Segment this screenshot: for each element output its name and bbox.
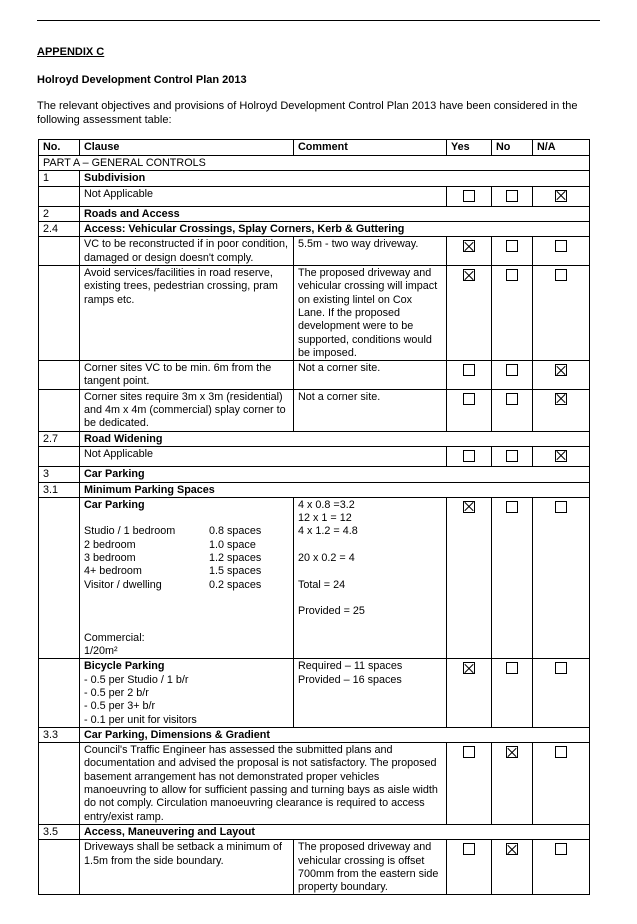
table-row (39, 389, 590, 431)
parking-rate-row (84, 552, 289, 565)
yes-cell (447, 237, 492, 266)
section-number: 3.1 (39, 482, 80, 497)
checkbox[interactable] (463, 190, 475, 202)
clause-text: Driveways shall be setback a minimum of 1.5m from the side boundary. (80, 840, 294, 895)
section-title: Roads and Access (80, 206, 590, 221)
section-row (39, 206, 590, 221)
no-cell (492, 389, 533, 431)
parking-rate-row (84, 525, 289, 538)
clause-text: Corner sites require 3m x 3m (residential) and 4m x 4m (commercial) splay corner to be dedicated. (80, 389, 294, 431)
section-title: Access: Vehicular Crossings, Splay Corners, Kerb & Guttering (80, 222, 590, 237)
parking-rate-row (84, 579, 289, 592)
header-no-col: No (492, 140, 533, 156)
section-title: Access, Maneuvering and Layout (80, 824, 590, 839)
section-number: 2.7 (39, 431, 80, 446)
section-row (39, 482, 590, 497)
yes-cell (447, 266, 492, 361)
intro-paragraph: The relevant objectives and provisions of Holroyd Development Control Plan 2013 have been considered in the following assessment table: (37, 100, 578, 126)
dwelling-type: Studio / 1 bedroom (84, 525, 176, 538)
dwelling-type: Visitor / dwelling (84, 578, 162, 591)
section-number: 3.5 (39, 824, 80, 839)
no-cell (492, 840, 533, 895)
yes-cell (447, 840, 492, 895)
empty-cell (39, 266, 80, 361)
empty-cell (39, 840, 80, 895)
checkbox[interactable] (506, 269, 518, 281)
na-cell (533, 361, 590, 390)
parking-rate: 0.2 spaces (209, 578, 262, 591)
section-title: Car Parking, Dimensions & Gradient (80, 727, 590, 742)
clause-text: Not Applicable (80, 446, 447, 466)
bicycle-parking-title: Bicycle Parking (84, 660, 165, 673)
checkbox[interactable] (506, 393, 518, 405)
provided-line: Provided – 16 spaces (298, 673, 402, 686)
car-parking-comment (294, 497, 447, 659)
parking-rate: 0.8 spaces (209, 525, 262, 538)
no-cell (492, 237, 533, 266)
provided-line: Provided = 25 (298, 605, 365, 618)
table-row (39, 361, 590, 390)
total-line: Total = 24 (298, 578, 346, 591)
checkbox[interactable] (555, 269, 567, 281)
no-cell (492, 361, 533, 390)
dwelling-type: 4+ bedroom (84, 565, 142, 578)
checked-checkbox[interactable] (463, 662, 475, 674)
checkbox[interactable] (463, 364, 475, 376)
checked-checkbox[interactable] (555, 393, 567, 405)
na-cell (533, 659, 590, 727)
header-yes: Yes (447, 140, 492, 156)
bicycle-parking-clause (80, 659, 294, 727)
yes-cell (447, 497, 492, 659)
na-cell (533, 266, 590, 361)
comment-text: Not a corner site. (294, 389, 447, 431)
checkbox[interactable] (555, 843, 567, 855)
part-a-title: PART A – GENERAL CONTROLS (39, 156, 590, 171)
parking-rate-row (84, 539, 289, 552)
comment-text: 5.5m - two way driveway. (294, 237, 447, 266)
no-cell (492, 186, 533, 206)
checked-checkbox[interactable] (463, 240, 475, 252)
checkbox[interactable] (506, 364, 518, 376)
bicycle-parking-comment (294, 659, 447, 727)
parking-rate: 1.0 space (209, 538, 256, 551)
spacer (298, 539, 442, 552)
clause-text: Corner sites VC to be min. 6m from the tangent point. (80, 361, 294, 390)
no-cell (492, 266, 533, 361)
table-row (39, 840, 590, 895)
section-row (39, 727, 590, 742)
table-row (39, 743, 590, 825)
header-na: N/A (533, 140, 590, 156)
assessment-table (38, 139, 590, 895)
header-clause: Clause (80, 140, 294, 156)
spacer (84, 512, 289, 525)
clause-text: VC to be reconstructed if in poor condition, damaged or design doesn't comply. (80, 237, 294, 266)
table-row (39, 266, 590, 361)
spacer (298, 565, 442, 578)
checkbox[interactable] (463, 393, 475, 405)
section-number: 1 (39, 171, 80, 186)
bicycle-rate: - 0.1 per unit for visitors (84, 713, 197, 726)
bicycle-rate: - 0.5 per Studio / 1 b/r (84, 673, 189, 686)
yes-cell (447, 361, 492, 390)
yes-cell (447, 389, 492, 431)
empty-cell (39, 659, 80, 727)
yes-cell (447, 659, 492, 727)
section-number: 2.4 (39, 222, 80, 237)
checked-checkbox[interactable] (506, 843, 518, 855)
checked-checkbox[interactable] (463, 269, 475, 281)
appendix-heading: APPENDIX C (37, 46, 105, 58)
parking-rate: 1.5 spaces (209, 565, 262, 578)
checkbox[interactable] (463, 746, 475, 758)
checked-checkbox[interactable] (555, 450, 567, 462)
comment-text: Not a corner site. (294, 361, 447, 390)
section-number: 2 (39, 206, 80, 221)
clause-text: Not Applicable (80, 186, 447, 206)
comment-text: The proposed driveway and vehicular crossing is offset 700mm from the eastern side property boundary. (294, 840, 447, 895)
spacer (84, 605, 289, 618)
empty-cell (39, 186, 80, 206)
na-cell (533, 186, 590, 206)
checkbox[interactable] (506, 662, 518, 674)
checkbox[interactable] (555, 240, 567, 252)
no-cell (492, 743, 533, 825)
car-parking-clause (80, 497, 294, 659)
table-row (39, 237, 590, 266)
no-cell (492, 659, 533, 727)
plan-title: Holroyd Development Control Plan 2013 (37, 74, 247, 86)
commercial-rate: 1/20m² (84, 645, 118, 658)
table-row (39, 497, 590, 659)
clause-text: Avoid services/facilities in road reserve, existing trees, pedestrian crossing, pram ramps etc. (80, 266, 294, 361)
table-row (39, 186, 590, 206)
header-comment: Comment (294, 140, 447, 156)
na-cell (533, 389, 590, 431)
part-row (39, 156, 590, 171)
na-cell (533, 497, 590, 659)
table-row (39, 659, 590, 727)
required-line: Required – 11 spaces (298, 660, 403, 673)
top-rule (37, 20, 600, 21)
checkbox[interactable] (506, 450, 518, 462)
dwelling-type: 2 bedroom (84, 538, 136, 551)
yes-cell (447, 743, 492, 825)
empty-cell (39, 446, 80, 466)
commercial-label: Commercial: (84, 631, 145, 644)
section-row (39, 222, 590, 237)
checkbox[interactable] (555, 746, 567, 758)
header-no: No. (39, 140, 80, 156)
section-number: 3.3 (39, 727, 80, 742)
spacer (298, 592, 442, 605)
table-row (39, 446, 590, 466)
empty-cell (39, 497, 80, 659)
calc-line: 4 x 1.2 = 4.8 (298, 525, 358, 538)
checkbox[interactable] (555, 501, 567, 513)
assessment-text: Council's Traffic Engineer has assessed the submitted plans and documentation and advised the proposal is not satisfactory. The proposed basement arrangement has not demonstrated proper vehicles manoeuvring to allow for sufficient passing and turning bays as aisle width do not comply. Circulation manoeuvring clearance is required to access entry/exist ramp. (80, 743, 447, 825)
bicycle-rate: - 0.5 per 2 b/r (84, 686, 149, 699)
section-title: Subdivision (80, 171, 590, 186)
no-cell (492, 497, 533, 659)
na-cell (533, 743, 590, 825)
checkbox[interactable] (506, 501, 518, 513)
checkbox[interactable] (463, 843, 475, 855)
na-cell (533, 237, 590, 266)
empty-cell (39, 743, 80, 825)
section-row (39, 431, 590, 446)
empty-cell (39, 361, 80, 390)
calc-line: 4 x 0.8 =3.2 (298, 498, 355, 511)
na-cell (533, 446, 590, 466)
checked-checkbox[interactable] (555, 364, 567, 376)
checkbox[interactable] (506, 240, 518, 252)
parking-rate: 1.2 spaces (209, 552, 262, 565)
spacer (84, 619, 289, 632)
checked-checkbox[interactable] (463, 501, 475, 513)
section-number: 3 (39, 467, 80, 482)
section-title: Minimum Parking Spaces (80, 482, 590, 497)
checkbox[interactable] (506, 190, 518, 202)
dwelling-type: 3 bedroom (84, 552, 136, 565)
section-row (39, 171, 590, 186)
table-header-row (39, 140, 590, 156)
section-row (39, 824, 590, 839)
checkbox[interactable] (463, 450, 475, 462)
no-cell (492, 446, 533, 466)
empty-cell (39, 389, 80, 431)
section-row (39, 467, 590, 482)
parking-rate-row (84, 565, 289, 578)
section-title: Road Widening (80, 431, 590, 446)
checked-checkbox[interactable] (555, 190, 567, 202)
bicycle-rate: - 0.5 per 3+ b/r (84, 700, 156, 713)
empty-cell (39, 237, 80, 266)
calc-line: 20 x 0.2 = 4 (298, 552, 355, 565)
comment-text: The proposed driveway and vehicular crossing will impact on existing lintel on Cox Lane. If the proposed development were to be supported, conditions would be imposed. (294, 266, 447, 361)
yes-cell (447, 446, 492, 466)
checkbox[interactable] (555, 662, 567, 674)
calc-line: 12 x 1 = 12 (298, 512, 352, 525)
yes-cell (447, 186, 492, 206)
car-parking-title: Car Parking (84, 498, 145, 511)
na-cell (533, 840, 590, 895)
section-title: Car Parking (80, 467, 590, 482)
checked-checkbox[interactable] (506, 746, 518, 758)
spacer (84, 592, 289, 605)
